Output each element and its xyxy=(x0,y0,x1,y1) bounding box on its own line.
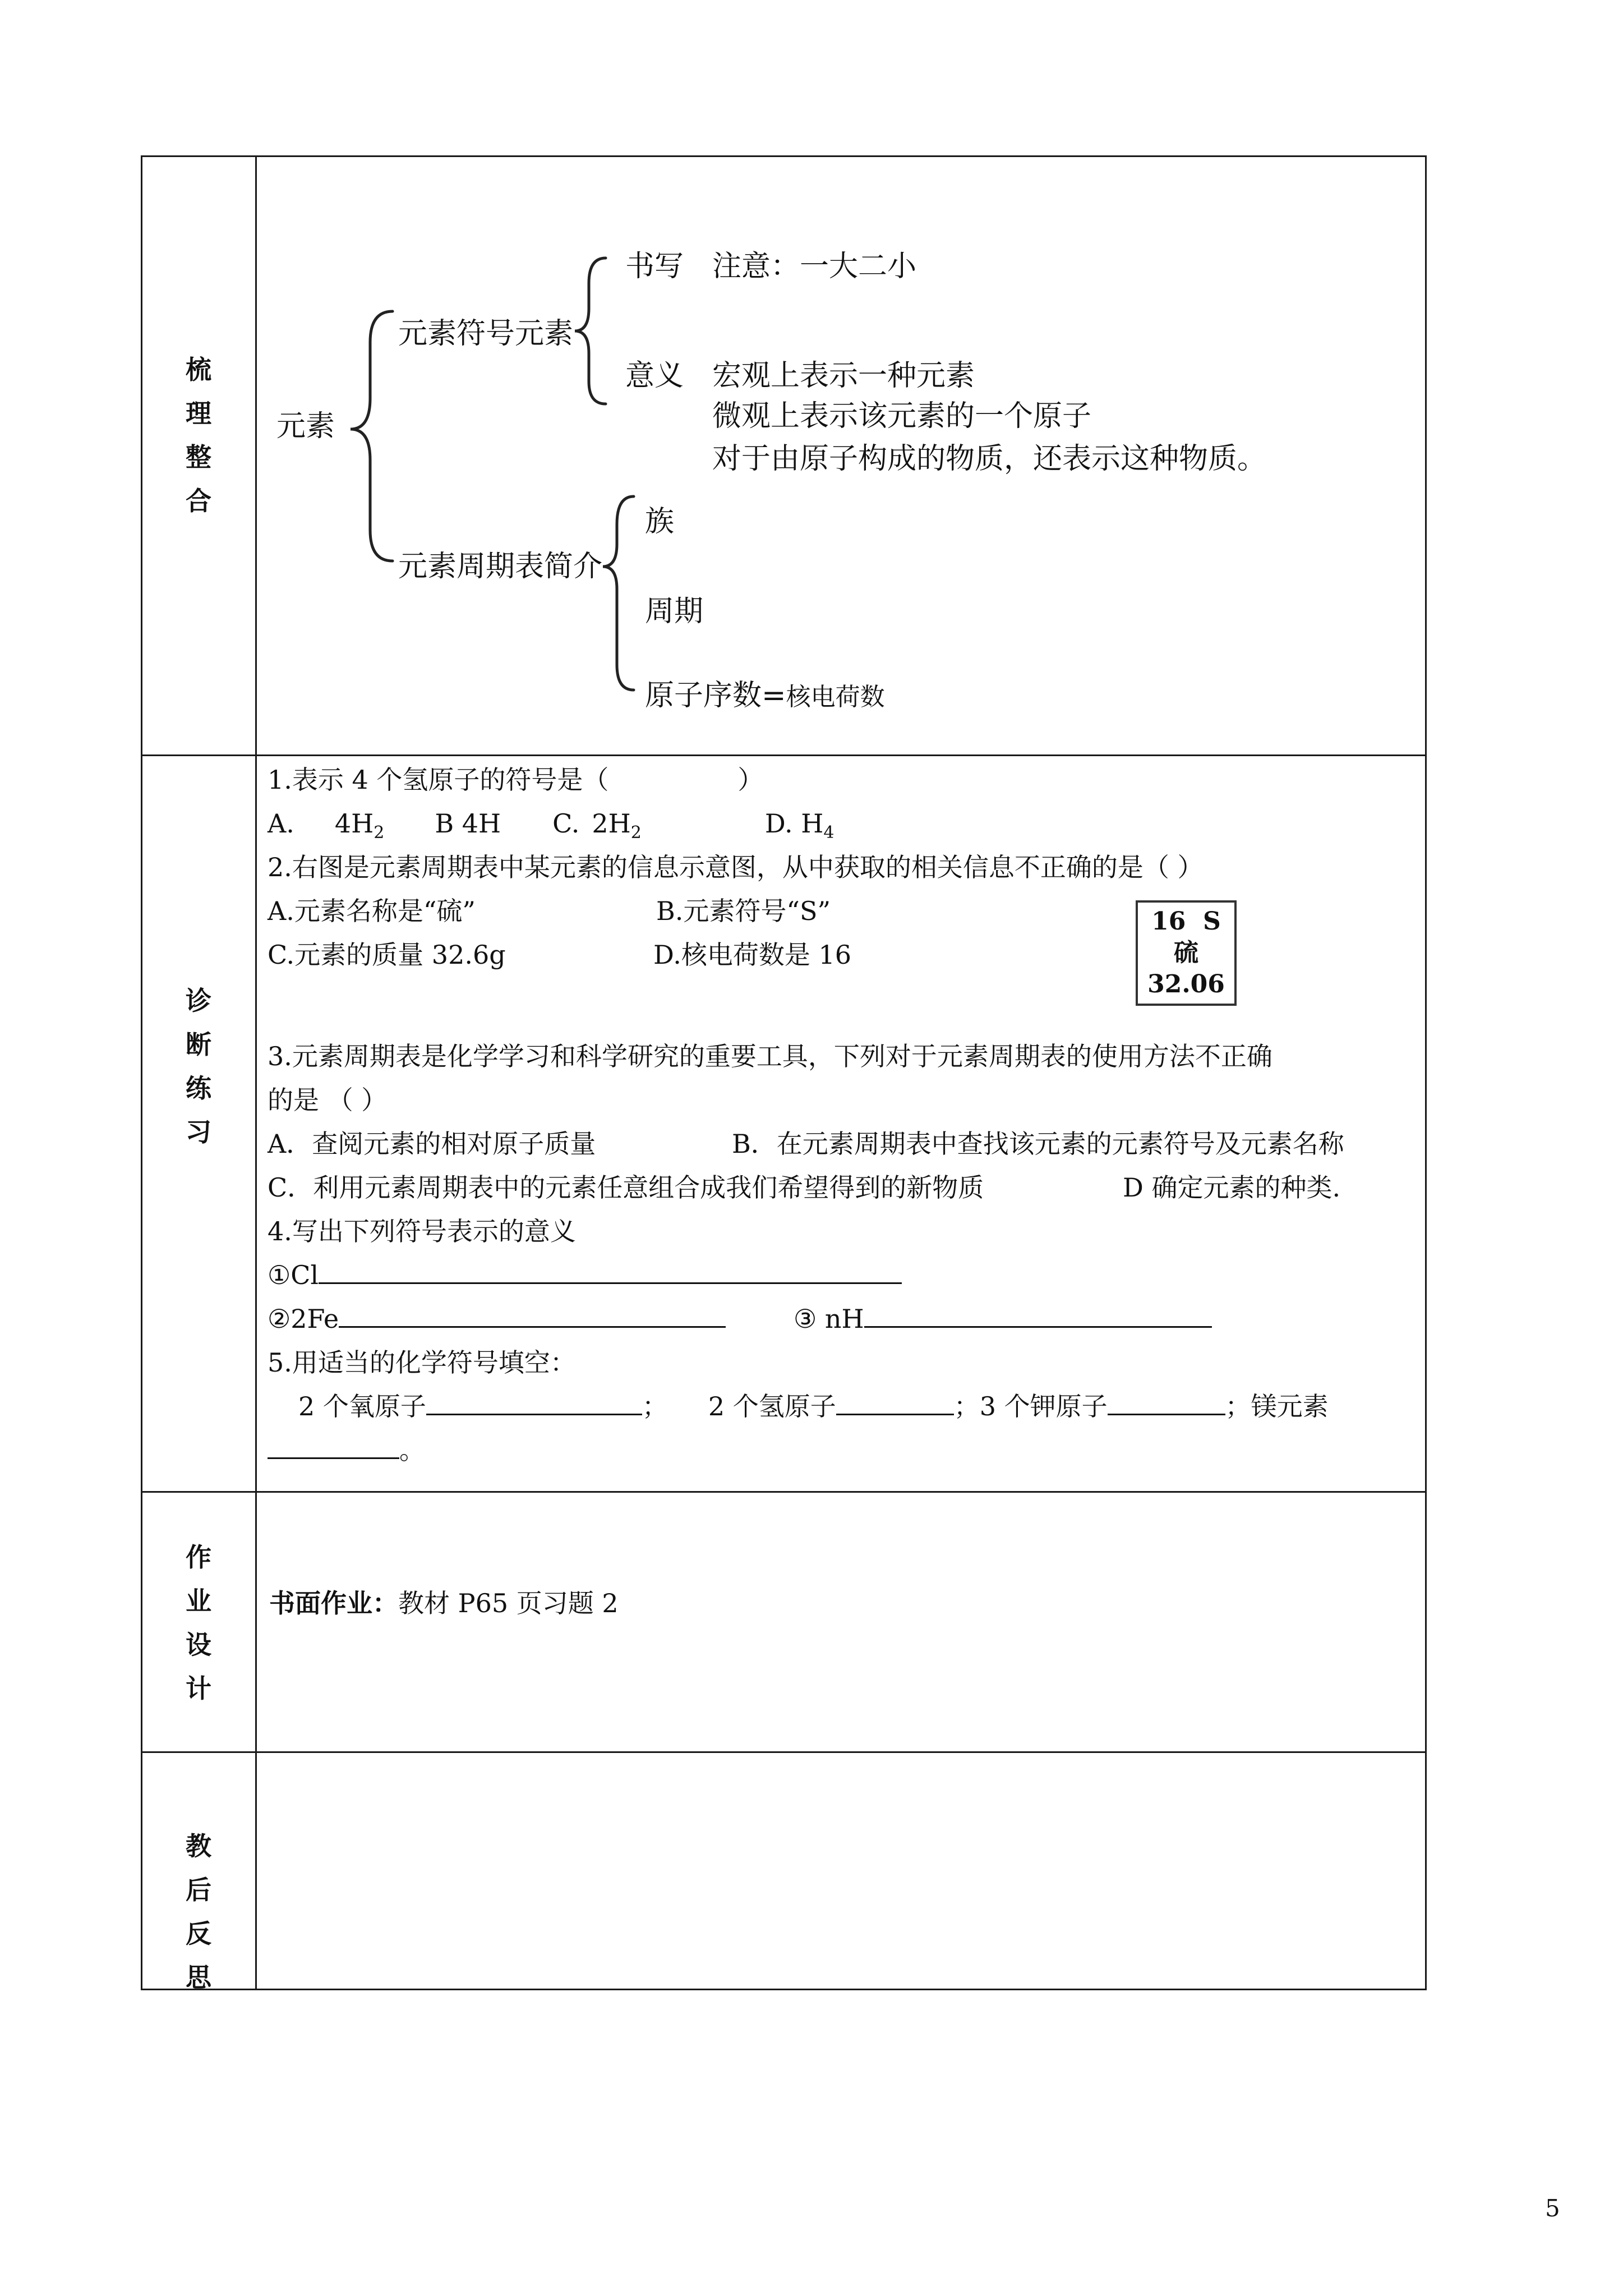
question-1-options: A. $4H_2$ B 4H C. $2H_2$ D. $H_4$ xyxy=(268,808,834,843)
table-border-bottom xyxy=(141,1989,1427,1990)
answer-blank[interactable] xyxy=(836,1390,954,1415)
answer-blank[interactable] xyxy=(339,1303,726,1328)
question-2-option-d: D.核电荷数是 16 xyxy=(653,940,852,970)
mindmap-meaning-line-3: 对于由原子构成的物质，还表示这种物质。 xyxy=(712,442,1267,476)
row-divider-2 xyxy=(141,1491,1427,1493)
mindmap-branch-symbol: 元素符号元素 xyxy=(398,317,574,351)
homework-text: 书面作业：教材 P65 页习题 2 xyxy=(269,1588,619,1618)
question-5: 5.用适当的化学符号填空： xyxy=(268,1347,576,1378)
question-3-option-b: B．在元素周期表中查找该元素的元素符号及元素名称 xyxy=(732,1129,1344,1159)
element-number-symbol: 16 S xyxy=(1151,907,1221,936)
mindmap-meaning-line-2: 微观上表示该元素的一个原子 xyxy=(712,399,1092,433)
question-3-line-2: 的是 （ ） xyxy=(268,1085,388,1115)
element-info-card xyxy=(1136,900,1237,1006)
page-number: 5 xyxy=(1545,2194,1560,2222)
mindmap-meaning-line-1: 宏观上表示一种元素 xyxy=(712,359,975,393)
question-3-option-a: A．查阅元素的相对原子质量 xyxy=(268,1129,596,1159)
question-2: 2.右图是元素周期表中某元素的信息示意图，从中获取的相关信息不正确的是（ ） xyxy=(268,852,1204,882)
mindmap-atomic-number: 原子序数=核电荷数 xyxy=(645,679,885,712)
question-3-option-c: C．利用元素周期表中的元素任意组合成我们希望得到的新物质 xyxy=(268,1172,984,1203)
row-divider-1 xyxy=(141,754,1427,756)
row-label-reflection: 教 后 反 思 xyxy=(186,1831,211,1993)
element-mass: 32.06 xyxy=(1147,970,1225,999)
question-3-line-1: 3.元素周期表是化学学习和科学研究的重要工具，下列对于元素周期表的使用方法不正确 xyxy=(268,1041,1272,1071)
question-3-option-d: D 确定元素的种类. xyxy=(1123,1172,1341,1203)
question-4-item-2: ②2Fe xyxy=(268,1302,726,1336)
mindmap-meaning-label: 意义 xyxy=(625,359,684,393)
root-brace xyxy=(351,311,393,561)
question-1: 1.表示 4 个氢原子的符号是（ ） xyxy=(268,765,764,795)
question-4-item-1: ①Cl xyxy=(268,1258,902,1292)
answer-blank[interactable] xyxy=(268,1434,399,1459)
answer-blank[interactable] xyxy=(319,1259,902,1284)
symbol-brace xyxy=(575,258,606,404)
question-2-option-b: B.元素符号“S” xyxy=(656,896,831,926)
table-brace xyxy=(603,496,634,690)
answer-blank[interactable] xyxy=(864,1303,1212,1328)
row-label-homework: 作 业 设 计 xyxy=(186,1542,211,1704)
question-2-option-a: A.元素名称是“硫” xyxy=(268,896,476,926)
question-4: 4.写出下列符号表示的意义 xyxy=(268,1216,576,1246)
mindmap-writing-note: 注意：一大二小 xyxy=(712,250,917,283)
element-name: 硫 xyxy=(1174,938,1198,967)
row-divider-3 xyxy=(141,1751,1427,1753)
question-5-continuation: 。 xyxy=(268,1433,425,1467)
question-4-item-3: ③ nH xyxy=(794,1302,1212,1336)
mindmap-branch-table: 元素周期表简介 xyxy=(398,550,603,583)
mindmap-root: 元素 xyxy=(276,409,335,443)
answer-blank[interactable] xyxy=(426,1390,642,1415)
mindmap-writing-label: 书写 xyxy=(625,250,684,283)
mindmap-period: 周期 xyxy=(645,595,704,628)
question-2-option-c: C.元素的质量 32.6g xyxy=(268,940,506,970)
row-label-practice: 诊 断 练 习 xyxy=(186,986,211,1147)
question-5-line: 2 个氧原子 ； 2 个氢原子 ；3 个钾原子 ；镁元素 xyxy=(298,1391,1329,1421)
mindmap-family: 族 xyxy=(645,505,675,539)
row-label-review: 梳 理 整 合 xyxy=(186,355,211,516)
answer-blank[interactable] xyxy=(1108,1390,1225,1415)
